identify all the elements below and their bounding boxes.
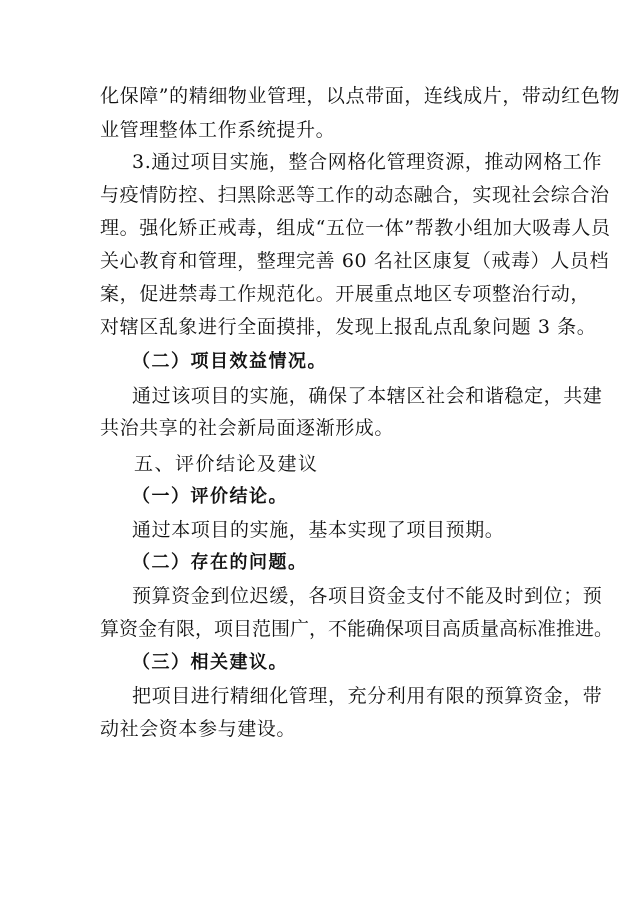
paragraph-1-line-1: 化保障”的精细物业管理，以点带面，连线成片，带动红色物 [100, 85, 620, 107]
paragraph-2-line-2: 与疫情防控、扫黑除恶等工作的动态融合，实现社会综合治 [100, 184, 610, 206]
paragraph-5-line-1: 预算资金到位迟缓，各项目资金支付不能及时到位；预 [132, 585, 603, 607]
paragraph-1-line-2: 业管理整体工作系统提升。 [100, 119, 336, 141]
subheading-problems: （二）存在的问题。 [132, 552, 308, 573]
paragraph-2-line-1: 3.通过项目实施，整合网格化管理资源，推动网格工作 [132, 151, 603, 173]
paragraph-3-line-1: 通过该项目的实施，确保了本辖区社会和谐稳定，共建 [132, 385, 603, 407]
paragraph-5-line-2: 算资金有限，项目范围广，不能确保项目高质量高标准推进。 [100, 618, 614, 640]
paragraph-2-line-3: 理。强化矫正戒毒，组成“五位一体”帮教小组加大吸毒人员 [100, 217, 611, 239]
paragraph-3-line-2: 共治共享的社会新局面逐渐形成。 [100, 417, 395, 439]
section-five-heading: 五、评价结论及建议 [134, 453, 319, 475]
paragraph-2-line-5: 案，促进禁毒工作规范化。开展重点地区专项整治行动， [100, 283, 591, 305]
paragraph-6-line-2: 动社会资本参与建设。 [100, 718, 297, 740]
paragraph-2-line-4: 关心教育和管理，整理完善 60 名社区康复（戒毒）人员档 [100, 250, 610, 272]
paragraph-6-line-1: 把项目进行精细化管理，充分利用有限的预算资金，带 [132, 685, 603, 707]
paragraph-4: 通过本项目的实施，基本实现了项目预期。 [132, 519, 505, 541]
paragraph-2-line-6: 对辖区乱象进行全面摸排，发现上报乱点乱象问题 3 条。 [100, 316, 597, 338]
subheading-suggestions: （三）相关建议。 [132, 652, 288, 673]
subheading-conclusion: （一）评价结论。 [132, 486, 288, 507]
subheading-benefits: （二）项目效益情况。 [132, 351, 327, 372]
